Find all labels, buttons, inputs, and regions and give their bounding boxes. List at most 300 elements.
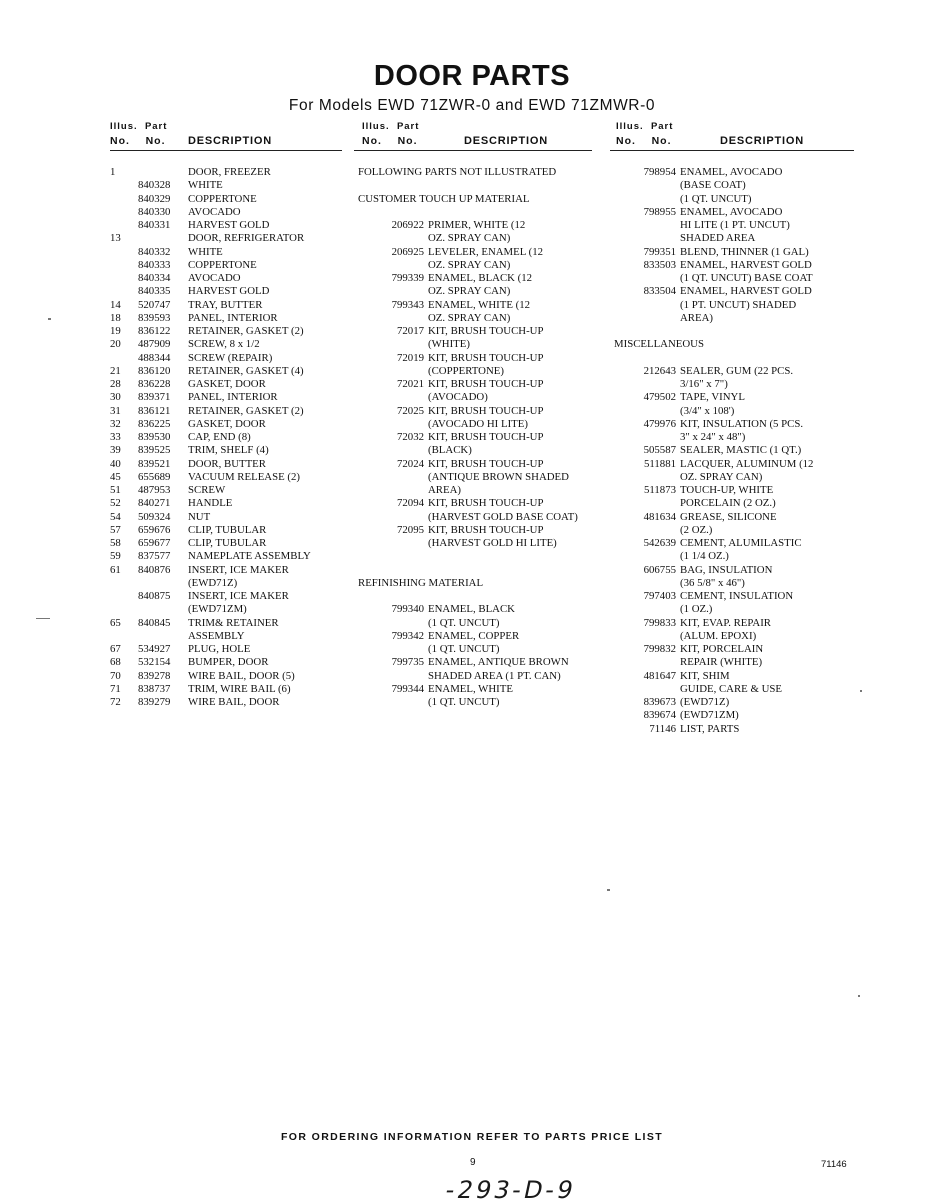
part-number: 839673	[643, 696, 676, 708]
part-row	[610, 590, 854, 603]
part-number	[138, 232, 188, 245]
part-number: 659676	[138, 523, 171, 536]
page-number: 9	[470, 1157, 476, 1168]
part-description: HARVEST GOLD	[188, 285, 270, 298]
part-description: KIT, INSULATION (5 PCS.	[680, 417, 804, 430]
part-row	[354, 524, 592, 537]
illus-number: 54	[110, 510, 121, 523]
parts-list	[610, 166, 854, 736]
part-number	[610, 630, 680, 643]
part-description: CEMENT, INSULATION	[680, 590, 794, 602]
part-description: VACUUM RELEASE (2)	[188, 470, 300, 483]
part-row	[354, 272, 592, 285]
part-number: 511881	[644, 457, 676, 470]
part-description: (1 QT. UNCUT)	[428, 643, 500, 655]
part-row	[354, 484, 592, 497]
part-row	[110, 259, 342, 272]
part-description: GUIDE, CARE & USE	[680, 682, 782, 695]
part-number	[138, 630, 188, 643]
part-row	[610, 471, 854, 484]
part-row	[110, 497, 342, 510]
part-number	[354, 312, 428, 325]
part-row	[110, 683, 342, 696]
part-description: KIT, BRUSH TOUCH-UP	[428, 523, 544, 536]
part-row	[110, 630, 342, 643]
part-description: ASSEMBLY	[188, 629, 245, 642]
part-number: 839521	[138, 457, 171, 470]
part-description: CEMENT, ALUMILASTIC	[680, 537, 802, 549]
part-number: 836120	[138, 364, 171, 377]
part-description: DOOR, FREEZER	[188, 166, 271, 178]
column-header	[110, 120, 342, 151]
part-number: 505587	[643, 444, 676, 457]
part-row	[354, 246, 592, 259]
illus-number: 20	[110, 338, 121, 351]
part-description: PRIMER, WHITE (12	[428, 219, 526, 231]
illus-number	[110, 577, 138, 590]
part-number: 839278	[138, 669, 171, 682]
part-number: 840328	[138, 179, 171, 192]
part-row	[354, 497, 592, 510]
part-number	[610, 405, 680, 418]
part-description: LACQUER, ALUMINUM (12	[680, 457, 814, 470]
part-description: HANDLE	[188, 497, 233, 510]
page-subtitle: For Models EWD 71ZWR-0 and EWD 71ZMWR-0	[288, 97, 656, 114]
part-row	[610, 656, 854, 669]
part-row	[354, 299, 592, 312]
illus-number: 19	[110, 325, 121, 337]
part-row	[610, 444, 854, 457]
part-number	[610, 272, 680, 285]
part-row	[354, 206, 592, 219]
part-description: INSERT, ICE MAKER	[188, 590, 289, 602]
part-description: COPPERTONE	[188, 258, 257, 271]
part-number: 206925	[391, 245, 424, 258]
part-row	[110, 577, 342, 590]
part-number	[354, 365, 428, 378]
part-number: 840331	[138, 219, 171, 231]
part-row	[610, 511, 854, 524]
part-description: AREA)	[680, 311, 713, 324]
part-description: (ALUM. EPOXI)	[680, 629, 757, 642]
part-row	[610, 458, 854, 471]
part-number: 799344	[391, 682, 424, 695]
illus-number: 71	[110, 682, 121, 695]
part-description: WHITE	[188, 245, 223, 258]
illus-number: 57	[110, 523, 121, 536]
part-row	[354, 232, 592, 245]
part-row	[610, 325, 854, 338]
part-description: (36 5/8" x 46")	[680, 576, 745, 589]
part-row	[110, 656, 342, 669]
page-title: DOOR PARTS	[373, 60, 571, 92]
part-row	[610, 166, 854, 179]
part-row	[110, 590, 342, 603]
part-description: GREASE, SILICONE	[680, 510, 777, 523]
part-row	[354, 431, 592, 444]
part-row	[354, 179, 592, 192]
part-number: 606755	[643, 563, 676, 576]
part-number	[610, 550, 680, 563]
part-description: KIT, SHIM	[680, 669, 730, 682]
part-row	[610, 206, 854, 219]
part-description: (HARVEST GOLD HI LITE)	[428, 537, 557, 549]
part-row	[610, 285, 854, 298]
part-number	[610, 683, 680, 696]
part-description: KIT, BRUSH TOUCH-UP	[428, 431, 544, 443]
part-number: 72019	[397, 351, 424, 364]
part-row	[110, 603, 342, 616]
column-header	[354, 120, 592, 151]
illus-number: 31	[110, 404, 121, 417]
part-number: 72021	[397, 378, 424, 390]
part-description: KIT, EVAP. REPAIR	[680, 616, 771, 629]
header-illus-part: Illus. Part	[616, 121, 674, 132]
part-description: INSERT, ICE MAKER	[188, 563, 289, 576]
part-description: TRIM& RETAINER	[188, 616, 279, 629]
part-description: OZ. SPRAY CAN)	[428, 311, 511, 324]
part-number: 509324	[138, 510, 171, 523]
part-description: SCREW (REPAIR)	[188, 351, 273, 364]
illus-number	[110, 352, 138, 365]
part-description: NUT	[188, 510, 211, 523]
part-row	[610, 259, 854, 272]
parts-list	[354, 166, 592, 709]
part-number	[610, 232, 680, 245]
part-row	[354, 418, 592, 431]
part-row	[610, 418, 854, 431]
illus-number: 67	[110, 643, 121, 655]
part-row	[354, 550, 592, 563]
parts-list	[110, 166, 342, 709]
part-description: (3/4" x 108')	[680, 404, 735, 417]
part-description: (BLACK)	[428, 444, 472, 457]
part-number	[610, 524, 680, 537]
part-row	[354, 166, 592, 179]
part-description: AREA)	[428, 484, 461, 496]
part-number: 839530	[138, 431, 171, 443]
illus-number	[110, 219, 138, 232]
part-row	[610, 484, 854, 497]
part-row	[110, 378, 342, 391]
part-row	[110, 272, 342, 285]
part-number: 799340	[391, 603, 424, 616]
part-row	[354, 444, 592, 457]
part-number: 840876	[138, 563, 171, 576]
part-description: ENAMEL, WHITE	[428, 682, 513, 695]
part-number	[610, 603, 680, 616]
illus-number: 58	[110, 537, 121, 549]
part-number: 799735	[391, 656, 424, 669]
part-row	[110, 352, 342, 365]
part-number	[610, 497, 680, 510]
part-description: PANEL, INTERIOR	[188, 311, 278, 324]
part-description: KIT, BRUSH TOUCH-UP	[428, 404, 544, 417]
illus-number: 45	[110, 470, 121, 483]
part-number: 836225	[138, 417, 171, 430]
part-description: (1 QT. UNCUT) BASE COAT	[680, 272, 813, 284]
part-description: GASKET, DOOR	[188, 417, 266, 430]
part-number: 479502	[643, 391, 676, 404]
part-description: ENAMEL, COPPER	[428, 629, 520, 642]
part-row	[110, 312, 342, 325]
part-number: 840334	[138, 272, 171, 284]
part-description: 3" x 24" x 48")	[680, 431, 746, 443]
scan-speck	[858, 995, 860, 997]
part-description: GASKET, DOOR	[188, 378, 266, 390]
illus-number: 39	[110, 444, 121, 457]
part-description: (AVOCADO HI LITE)	[428, 417, 528, 430]
part-description: (EWD71Z)	[680, 696, 730, 708]
part-row	[354, 696, 592, 709]
part-description: OZ. SPRAY CAN)	[428, 285, 511, 298]
part-row	[110, 484, 342, 497]
part-number	[610, 219, 680, 232]
part-description: TRAY, BUTTER	[188, 298, 263, 311]
part-description: ENAMEL, BLACK	[428, 603, 515, 616]
part-row	[110, 338, 342, 351]
part-description: KIT, BRUSH TOUCH-UP	[428, 497, 544, 510]
illus-number: 13	[110, 232, 121, 245]
part-number: 542639	[643, 537, 676, 549]
part-description: SEALER, MASTIC (1 QT.)	[680, 444, 802, 457]
part-row	[610, 299, 854, 312]
part-description: OZ. SPRAY CAN)	[428, 258, 511, 271]
part-description: BLEND, THINNER (1 GAL)	[680, 245, 809, 258]
part-row	[110, 405, 342, 418]
illus-number: 28	[110, 378, 121, 390]
part-row	[354, 338, 592, 351]
part-description: PORCELAIN (2 OZ.)	[680, 497, 776, 510]
part-row	[354, 312, 592, 325]
column-header	[610, 120, 854, 151]
part-description: SEALER, GUM (22 PCS.	[680, 364, 794, 377]
part-description: KIT, BRUSH TOUCH-UP	[428, 457, 544, 470]
part-number: 72094	[397, 497, 424, 510]
part-description: ENAMEL, WHITE (12	[428, 298, 531, 311]
part-number	[354, 259, 428, 272]
part-row	[110, 458, 342, 471]
part-number: 511873	[644, 484, 676, 496]
illus-number: 65	[110, 616, 121, 629]
part-row	[610, 193, 854, 206]
part-number: 840335	[138, 285, 171, 298]
handwritten-note: -293-D-9	[443, 1176, 579, 1204]
part-description: SHADED AREA (1 PT. CAN)	[428, 669, 561, 682]
part-row	[110, 550, 342, 563]
part-row	[354, 458, 592, 471]
part-description: (1 QT. UNCUT)	[680, 192, 752, 205]
part-number: 837577	[138, 550, 171, 563]
part-row	[354, 259, 592, 272]
part-number: 72032	[397, 431, 424, 443]
part-row	[110, 299, 342, 312]
part-description: RETAINER, GASKET (4)	[188, 364, 304, 377]
part-description: BAG, INSULATION	[680, 563, 773, 576]
illus-number: 68	[110, 656, 121, 669]
illus-number: 33	[110, 431, 121, 443]
illus-number	[110, 590, 138, 603]
part-description: CLIP, TUBULAR	[188, 523, 267, 536]
part-description: FOLLOWING PARTS NOT ILLUSTRATED	[358, 166, 557, 178]
part-row	[610, 603, 854, 616]
part-description: TOUCH-UP, WHITE	[680, 484, 774, 496]
part-description: LIST, PARTS	[680, 722, 740, 735]
scan-speck	[860, 690, 862, 692]
part-description: REPAIR (WHITE)	[680, 656, 763, 669]
part-row	[110, 444, 342, 457]
part-description: DOOR, REFRIGERATOR	[188, 232, 305, 245]
part-row	[110, 246, 342, 259]
part-row	[610, 312, 854, 325]
part-row	[354, 656, 592, 669]
header-description: DESCRIPTION	[720, 135, 804, 147]
part-row	[354, 511, 592, 524]
part-row	[610, 577, 854, 590]
header-description: DESCRIPTION	[464, 135, 548, 147]
part-row	[610, 365, 854, 378]
part-description: WHITE	[188, 179, 223, 192]
part-row	[610, 709, 854, 722]
part-number	[354, 643, 428, 656]
part-description: ENAMEL, AVOCADO	[680, 166, 783, 178]
part-row	[610, 391, 854, 404]
part-number	[354, 484, 428, 497]
part-number: 798954	[643, 166, 676, 178]
part-row	[354, 378, 592, 391]
part-row	[610, 497, 854, 510]
part-description: (1 OZ.)	[680, 603, 713, 616]
part-description: (1 1/4 OZ.)	[680, 550, 729, 563]
part-description: CLIP, TUBULAR	[188, 537, 267, 549]
part-number	[354, 537, 428, 550]
part-number: 206922	[391, 219, 424, 231]
illus-number	[110, 630, 138, 643]
part-row	[610, 232, 854, 245]
part-number: 72025	[397, 404, 424, 417]
part-number: 72024	[397, 457, 424, 470]
part-description: (AVOCADO)	[428, 391, 488, 404]
illus-number	[110, 272, 138, 285]
part-description: WIRE BAIL, DOOR (5)	[188, 669, 295, 682]
parts-column-3	[610, 120, 854, 736]
part-row	[610, 537, 854, 550]
part-row	[354, 325, 592, 338]
part-row	[110, 511, 342, 524]
part-number: 838737	[138, 682, 171, 695]
part-number: 840845	[138, 616, 171, 629]
part-row	[610, 630, 854, 643]
header-illus-part: Illus. Part	[110, 121, 168, 132]
part-number: 532154	[138, 656, 171, 669]
illus-number: 18	[110, 311, 121, 324]
part-description: OZ. SPRAY CAN)	[680, 470, 763, 483]
part-number	[354, 471, 428, 484]
part-number: 481634	[643, 510, 676, 523]
part-description: ENAMEL, HARVEST GOLD	[680, 258, 812, 271]
part-row	[110, 325, 342, 338]
part-description: (BASE COAT)	[680, 179, 746, 192]
part-description: (EWD71Z)	[188, 576, 238, 589]
part-number: 799343	[391, 298, 424, 311]
part-description: TRIM, SHELF (4)	[188, 444, 269, 457]
part-row	[610, 405, 854, 418]
illus-number: 21	[110, 364, 121, 377]
part-number: 479976	[643, 417, 676, 430]
part-number	[610, 312, 680, 325]
scan-speck	[48, 318, 51, 320]
illus-number	[110, 259, 138, 272]
part-number: 840271	[138, 497, 171, 510]
part-row	[610, 431, 854, 444]
part-row	[610, 524, 854, 537]
part-description: RETAINER, GASKET (2)	[188, 325, 304, 337]
part-description: WIRE BAIL, DOOR	[188, 696, 280, 708]
part-description: (2 OZ.)	[680, 523, 713, 536]
part-number: 798955	[643, 205, 676, 218]
part-number: 836122	[138, 325, 171, 337]
part-row	[354, 683, 592, 696]
part-row	[354, 643, 592, 656]
part-description: TAPE, VINYL	[680, 391, 745, 404]
part-number: 481647	[643, 669, 676, 682]
part-row	[610, 550, 854, 563]
part-number	[354, 444, 428, 457]
part-row	[354, 603, 592, 616]
part-row	[610, 338, 854, 351]
part-number: 659677	[138, 537, 171, 549]
part-description: CUSTOMER TOUCH UP MATERIAL	[358, 192, 530, 205]
part-description: HI LITE (1 PT. UNCUT)	[680, 219, 790, 231]
part-row	[610, 670, 854, 683]
part-number: 72017	[397, 325, 424, 337]
part-number	[354, 696, 428, 709]
part-number: 520747	[138, 298, 171, 311]
part-number	[354, 511, 428, 524]
illus-number: 14	[110, 298, 121, 311]
part-row	[610, 617, 854, 630]
part-number: 799833	[643, 616, 676, 629]
part-description: (COPPERTONE)	[428, 364, 504, 377]
part-row	[610, 696, 854, 709]
part-description: (WHITE)	[428, 338, 470, 351]
part-row	[110, 617, 342, 630]
part-description: (EWD71ZM)	[680, 709, 739, 722]
illus-number	[110, 285, 138, 298]
part-number: 488344	[138, 351, 171, 364]
part-row	[610, 219, 854, 232]
part-row	[354, 352, 592, 365]
part-description: (HARVEST GOLD BASE COAT)	[428, 510, 578, 523]
part-row	[354, 590, 592, 603]
part-description: AVOCADO	[188, 205, 241, 218]
illus-number: 32	[110, 417, 121, 430]
part-row	[610, 723, 854, 736]
part-number: 212643	[643, 364, 676, 377]
part-number	[138, 166, 188, 179]
part-description: (1 QT. UNCUT)	[428, 696, 500, 708]
header-description: DESCRIPTION	[188, 135, 272, 147]
parts-column-1	[110, 120, 342, 709]
part-description: ENAMEL, ANTIQUE BROWN	[428, 656, 569, 669]
part-description: AVOCADO	[188, 272, 241, 284]
part-description: KIT, BRUSH TOUCH-UP	[428, 325, 544, 337]
part-number	[354, 391, 428, 404]
part-description: ENAMEL, HARVEST GOLD	[680, 285, 812, 298]
part-number	[610, 193, 680, 206]
part-number: 840330	[138, 205, 171, 218]
part-description: RETAINER, GASKET (2)	[188, 404, 304, 417]
